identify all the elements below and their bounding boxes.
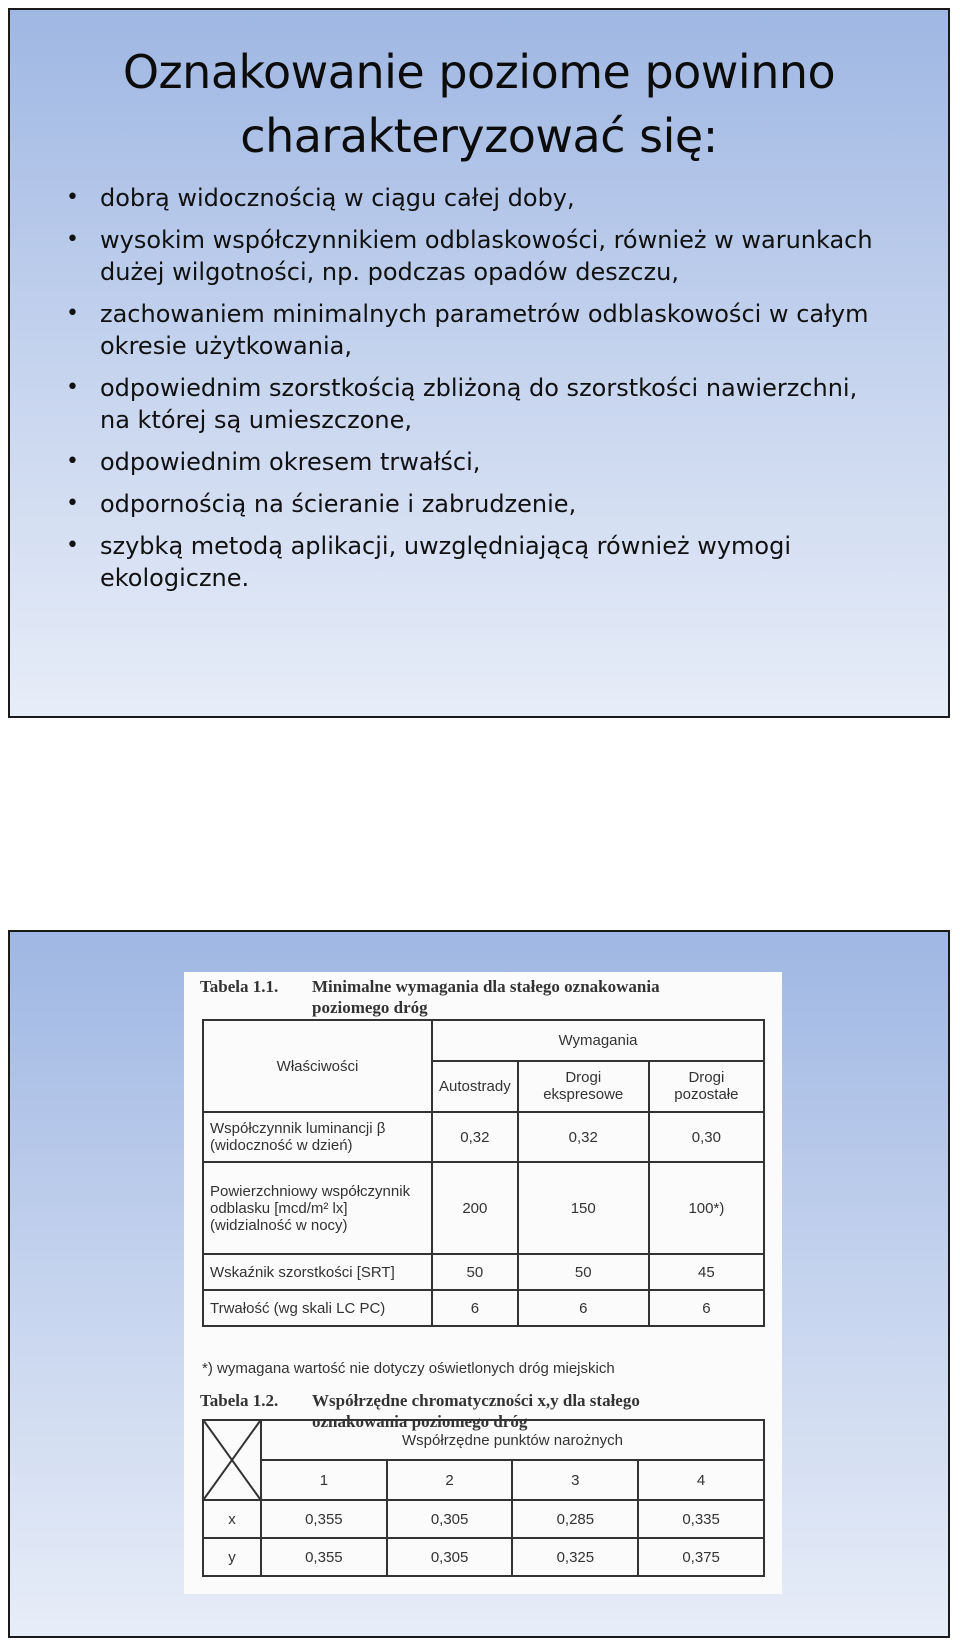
- table-cell: 6: [432, 1290, 518, 1326]
- caption-number: Tabela 1.2.: [200, 1391, 279, 1410]
- header-requirements: Wymagania: [432, 1020, 764, 1061]
- column-header: 1: [261, 1460, 387, 1500]
- row-label: Trwałość (wg skali LC PC): [203, 1290, 432, 1326]
- table-1-caption: [200, 976, 660, 1018]
- caption-text: poziomego dróg: [312, 998, 428, 1017]
- row-label: Wskaźnik szorstkości [SRT]: [203, 1254, 432, 1290]
- row-label: y: [203, 1538, 261, 1576]
- table-row: [203, 1538, 764, 1576]
- bullet-item: • odpornością na ścieranie i zabrudzenie,: [60, 488, 890, 520]
- row-label: Współczynnik luminancji β (widoczność w dzień): [203, 1112, 432, 1162]
- table-footnote: *) wymagana wartość nie dotyczy oświetlonych dróg miejskich: [202, 1360, 615, 1377]
- table-cell: 0,30: [649, 1112, 764, 1162]
- table-cell: 0,285: [512, 1500, 638, 1538]
- column-header: Autostrady: [432, 1061, 518, 1112]
- column-header: 4: [638, 1460, 764, 1500]
- table-cell: 0,335: [638, 1500, 764, 1538]
- bullet-item: • dobrą widocznością w ciągu całej doby,: [60, 182, 890, 214]
- table-cell: 0,355: [261, 1538, 387, 1576]
- cross-lines: [204, 1421, 260, 1499]
- scanned-tables-image: [184, 972, 782, 1594]
- table-row: [203, 1254, 764, 1290]
- bullet-item: • zachowaniem minimalnych parametrów odblaskowości w całym okresie użytkowania,: [60, 298, 890, 362]
- bullet-list: [60, 182, 890, 604]
- chromaticity-table: [202, 1419, 765, 1577]
- table-cell: 100*): [649, 1162, 764, 1254]
- requirements-table: [202, 1019, 765, 1327]
- table-cell: 50: [432, 1254, 518, 1290]
- caption-text: oznakowania poziomego dróg: [312, 1412, 528, 1431]
- bullet-item: • odpowiednim okresem trwałści,: [60, 446, 890, 478]
- row-label: Powierzchniowy współczynnik odblasku [mcd/m² lx] (widzialność w nocy): [203, 1162, 432, 1254]
- table-row: [203, 1112, 764, 1162]
- header-corner-points: Współrzędne punktów narożnych: [261, 1420, 764, 1460]
- bullet-item: • szybką metodą aplikacji, uwzględniającą również wymogi ekologiczne.: [60, 530, 890, 594]
- table-row: [203, 1500, 764, 1538]
- table-cell: 0,325: [512, 1538, 638, 1576]
- table-cell: 6: [649, 1290, 764, 1326]
- caption-text: Minimalne wymagania dla stałego oznakowania: [312, 977, 660, 996]
- title-line-1: Oznakowanie poziome powinno: [122, 45, 836, 99]
- table-cell: 0,355: [261, 1500, 387, 1538]
- header-property: Właściwości: [203, 1020, 432, 1112]
- slide-requirements: [8, 8, 950, 718]
- table-cell: 6: [518, 1290, 649, 1326]
- table-cell: 0,305: [387, 1500, 513, 1538]
- column-header: Drogi pozostałe: [649, 1061, 764, 1112]
- table-cell: 0,305: [387, 1538, 513, 1576]
- bullet-item: • wysokim współczynnikiem odblaskowości, również w warunkach dużej wilgotności, np. podczas opadów deszczu,: [60, 224, 890, 288]
- table-row: [203, 1290, 764, 1326]
- title-line-2: charakteryzować się:: [240, 109, 718, 163]
- table-cell: 200: [432, 1162, 518, 1254]
- table-cell: 150: [518, 1162, 649, 1254]
- column-header: 3: [512, 1460, 638, 1500]
- table-cell: 45: [649, 1254, 764, 1290]
- column-header: Drogi ekspresowe: [518, 1061, 649, 1112]
- table-cell: 0,32: [518, 1112, 649, 1162]
- table-cell: 0,375: [638, 1538, 764, 1576]
- caption-text: Współrzędne chromatyczności x,y dla stałego: [312, 1391, 640, 1410]
- slide-title: [10, 40, 948, 168]
- table-row: [203, 1020, 764, 1061]
- caption-number: Tabela 1.1.: [200, 977, 279, 996]
- row-label: x: [203, 1500, 261, 1538]
- table-row: [203, 1460, 764, 1500]
- table-row: [203, 1420, 764, 1460]
- slide-tables: [8, 930, 950, 1638]
- column-header: 2: [387, 1460, 513, 1500]
- table-row: [203, 1162, 764, 1254]
- bullet-item: • odpowiednim szorstkością zbliżoną do szorstkości nawierzchni, na której są umieszczone,: [60, 372, 890, 436]
- table-cell: 0,32: [432, 1112, 518, 1162]
- crossed-corner-cell: [203, 1420, 261, 1500]
- table-cell: 50: [518, 1254, 649, 1290]
